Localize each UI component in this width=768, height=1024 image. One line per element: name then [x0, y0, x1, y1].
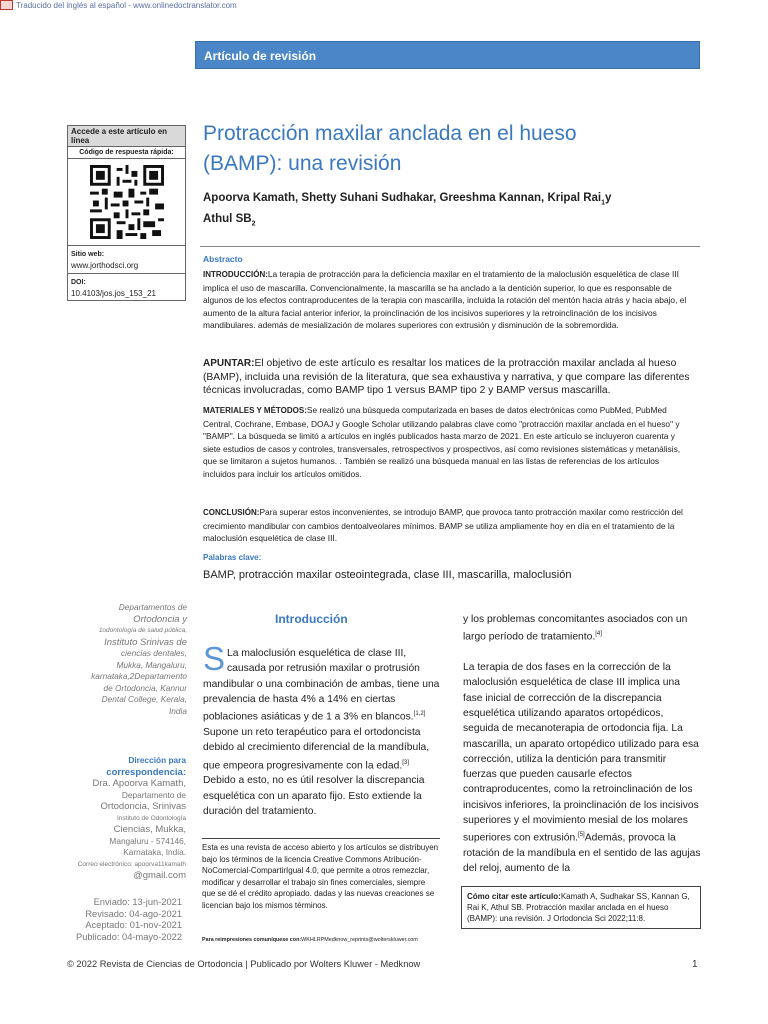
affil-line: Mukka, Mangaluru, [116, 659, 187, 670]
affil-mark-1: 1 [601, 199, 606, 207]
affil-line: India [169, 705, 187, 716]
abstract-conclusion-text: Para superar estos inconvenientes, se introdujo BAMP, que provoca tanto protracción maxilar como restricción del crecimiento mandibular con cambios dentoalveolares mínimos. BAMP se utiliza ampliamente hoy en día en el tratamiento de la maloclusión esquelética de clase III. [203, 507, 683, 543]
keywords-heading: Palabras clave: [203, 553, 262, 562]
qr-code [90, 165, 164, 239]
correspondence-line: Mangaluru - 574146, [109, 835, 186, 846]
citation-box [461, 886, 701, 929]
doi-row [68, 273, 185, 301]
doi-label: DOI: [71, 279, 86, 286]
access-box-header: Accede a este artículo en línea [68, 126, 185, 147]
abstract-aim [203, 357, 693, 398]
correspondence-heading: Dirección para [128, 755, 186, 765]
abstract-intro-label: INTRODUCCIÓN: [203, 270, 268, 279]
keywords: BAMP, protracción maxilar osteointegrada, clase III, mascarilla, maloclusión [203, 569, 572, 581]
correspondence-line: Instituto de Odontología [116, 814, 186, 822]
authors-line2: Athul SB [203, 213, 252, 226]
authors-conj: y [605, 192, 612, 204]
website-label: Sitio web: [71, 251, 105, 258]
website-row [68, 245, 185, 273]
body-paragraph: Además, provoca la rotación de la mandíbula en el sentido de las agujas del reloj, aumento de la [463, 832, 701, 875]
date-sent: Enviado: 13-jun-2021 [93, 897, 182, 907]
affil-line: karnataka,2Departamento [91, 671, 187, 681]
section-label: Artículo de revisión [195, 41, 700, 69]
intro-paragraph: Debido a esto, no es útil resolver la discrepancia esquelética con un aparato fijo. Esto extiende la duración del tratamiento. [203, 775, 425, 817]
correspondence [67, 755, 186, 882]
reprints-note [202, 937, 447, 943]
abstract-intro-text: La terapia de protracción para la deficiencia maxilar en el tratamiento de la maloclusión esquelética de clase III implica el uso de mascarilla. Convencionalmente, la mascarilla se ha anclado a la dentición superior, lo que es responsable de algunos de los efectos contraproducentes de la terapia con mascarilla, incluida la rotación del mentón hacia atrás y hacia abajo, el aumento de la altura facial anterior inferior, la proinclinación de los incisivos superiores y la retroinclinación de los incisivos mandibulares. además de mesialización de molares superiores con extrusión y disminución de la sobremordida. [203, 269, 687, 330]
citation-text: Kamath A, Sudhakar SS, Kannan G, Rai K, Athul SB. Protracción maxilar anclada en el hueso (BAMP): una revisión. J Ortodoncia Sci 2022;11:8. [467, 892, 690, 923]
intro-paragraph: La maloclusión esquelética de clase III, causada por retrusión maxilar o protrusión mandibular o una combinación de ambas, tiene una prevalencia de hasta 4% a 14% en ciertas poblaciones asiáticas y de 1 a 3% en blancos. [203, 648, 440, 723]
right-column-text [463, 612, 701, 877]
correspondence-line: Departamento de [121, 789, 186, 800]
page-footer: © 2022 Revista de Ciencias de Ortodoncia | Publicado por Wolters Kluwer - Medknow [67, 959, 421, 969]
correspondence-heading: correspondencia: [106, 766, 186, 778]
drop-cap: S [203, 640, 226, 677]
access-box [67, 125, 186, 301]
correspondence-line: Karnataka, India. [123, 847, 186, 857]
reprints-email[interactable]: WKHLRPMedknow_reprints@wolterskluwer.com [301, 937, 418, 943]
affil-line: de Ortodoncia, Kannur [103, 682, 187, 693]
date-revised: Revisado: 04-ago-2021 [85, 908, 182, 919]
affil-line: Departamentos de [118, 602, 187, 612]
reference-link[interactable]: [3] [402, 759, 409, 766]
article-dates [67, 897, 182, 943]
date-accepted: Aceptado: 01-nov-2021 [85, 920, 182, 930]
affiliations [67, 602, 187, 717]
correspondence-email[interactable]: @gmail.com [133, 870, 186, 881]
abstract-introduction [203, 268, 693, 332]
affil-line: 1odontología de salud pública, [98, 627, 187, 634]
abstract-rule [200, 246, 700, 247]
abstract-methods-text: Se realizó una búsqueda computarizada en bases de datos electrónicas como PubMed, PubMed Central, Cochrane, Embase, DOAJ y Google Scholar utilizando palabras clave como "protracción maxilar anclada en el hueso" y "BAMP". La búsqueda se limitó a artículos en inglés publicados hasta marzo de 2021. En este artículo se incluyeron cuarenta y siete estudios de casos y controles, transversales, retrospectivos y prospectivos, así como revisiones sistemáticas y metanálisis, que se limitaron a sujetos humanos. . También se realizó una búsqueda manual en las listas de referencias de los artículos incluidos para incluir los artículos omitidos. [203, 405, 681, 479]
translation-banner[interactable] [0, 0, 237, 10]
intro-paragraph: Supone un reto terapéutico para el ortodoncista debido al crecimiento diferencial de la mandíbula, que empeora progresivamente con la edad. [203, 726, 430, 771]
affil-line: Instituto Srinivas de [104, 636, 187, 648]
authors [203, 190, 673, 233]
article-title: Protracción maxilar anclada en el hueso (BAMP): una revisión [203, 122, 577, 175]
abstract-methods [203, 404, 693, 480]
introduction-heading: Introducción [275, 612, 348, 626]
correspondence-line: Dra. Apoorva Kamath, [92, 778, 186, 789]
abstract-conclusion [203, 506, 693, 545]
translator-icon [0, 0, 13, 10]
abstract-heading: Abstracto [203, 254, 243, 264]
abstract-aim-text: El objetivo de este artículo es resaltar los matices de la protracción maxilar anclada al hueso (BAMP), incluida una revisión de la literatura, que sea exhaustiva y narrativa, y que compare las diferentes técnicas involucradas, como BAMP tipo 1 versus BAMP tipo 2 y BAMP versus mascarilla. [203, 358, 690, 397]
reference-link[interactable]: [1,2] [413, 711, 426, 718]
body-paragraph: y los problemas concomitantes asociados con un largo período de tratamiento. [463, 614, 688, 643]
body-paragraph: La terapia de dos fases en la corrección de la maloclusión esquelética de clase III implica una fase inicial de corrección de la discrepancia esquelética utilizando aparatos ortopédicos, seguida de mecanoterapia de ortodoncia fija. La mascarilla, un aparato ortopédico utilizado para esa corrección, utiliza la dentición para transmitir fuerzas que pueden causarle efectos contraproducentes, como la retroinclinación de los incisivos inferiores, la proinclinación de los incisivos superiores y el movimiento mesial de los molares superiores con extrusión. [463, 662, 699, 844]
correspondence-line: Ciencias, Mukka, [113, 824, 186, 835]
translation-banner-text[interactable]: Traducido del inglés al español - www.onlinedoctranslator.com [16, 0, 237, 10]
reprints-label: Para reimpresiones comuníquese con: [202, 937, 302, 943]
abstract-aim-label: APUNTAR: [203, 358, 255, 369]
website-link[interactable]: www.jorthodsci.org [71, 261, 139, 270]
date-published: Publicado: 04-mayo-2022 [76, 931, 182, 942]
correspondence-line: Ortodoncia, Srinivas [100, 801, 186, 812]
correspondence-email[interactable]: Correo electrónico: apoorva11kamath [77, 860, 186, 868]
affil-line: ciencias dentales, [121, 648, 187, 658]
page-number: 1 [692, 959, 698, 970]
affil-line: Ortodoncia y [133, 613, 187, 625]
authors-line1: Apoorva Kamath, Shetty Suhani Sudhakar, Greeshma Kannan, Kripal Rai [203, 192, 602, 204]
citation-label: Cómo citar este artículo: [467, 892, 561, 901]
reference-link[interactable]: [5] [578, 832, 585, 839]
affil-line: Dental College, Kerala, [101, 694, 187, 704]
reference-link[interactable]: [4] [595, 631, 602, 638]
abstract-conclusion-label: CONCLUSIÓN: [203, 508, 260, 517]
qr-label: Código de respuesta rápida: [68, 147, 185, 159]
introduction-text [203, 640, 440, 819]
abstract-methods-label: MATERIALES Y MÉTODOS: [203, 406, 307, 415]
affil-mark-2: 2 [251, 220, 256, 228]
doi-link[interactable]: 10.4103/jos.jos_153_21 [71, 289, 156, 298]
license-note: Esta es una revista de acceso abierto y los artículos se distribuyen bajo los términos de la licencia Creative Commons Atribución-NoComercial-CompartirIgual 4.0, que permite a otros remezclar, modificar y desarrollar el trabajo sin fines comerciales, siempre que se dé el crédito apropiado. dadas y las nuevas creaciones se licencian bajo los mismos términos. [202, 838, 440, 911]
